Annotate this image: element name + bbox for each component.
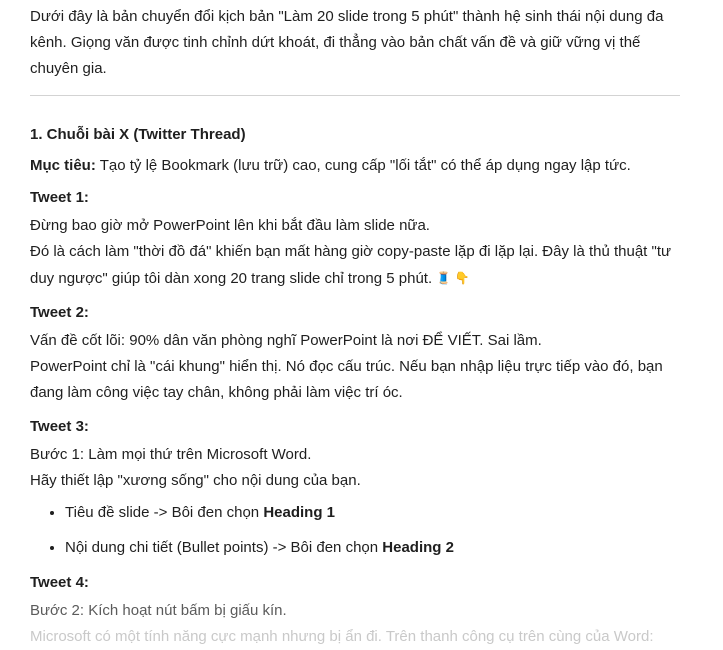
tweet-line	[30, 239, 690, 292]
tweet-line: Đừng bao giờ mở PowerPoint lên khi bắt đầu làm slide nữa.	[30, 217, 430, 234]
tweet-4	[30, 572, 690, 650]
list-item-strong: Heading 2	[382, 539, 454, 556]
tweet-line: Vấn đề cốt lõi: 90% dân văn phòng nghĩ PowerPoint là nơi ĐỂ VIẾT. Sai lầm.	[30, 332, 542, 349]
tweet-title: Tweet 1:	[30, 189, 89, 206]
list-item-text: Tiêu đề slide -> Bôi đen chọn	[65, 504, 264, 521]
tweet-title: Tweet 4:	[30, 574, 89, 591]
list-item	[65, 502, 690, 524]
list-item-text: Nội dung chi tiết (Bullet points) -> Bôi đen chọn	[65, 539, 383, 556]
thread-emoji-icon: 🧵 👇	[436, 271, 470, 285]
tweet-title: Tweet 3:	[30, 418, 89, 435]
bullet-list	[30, 502, 690, 559]
tweet-title: Tweet 2:	[30, 304, 89, 321]
list-item	[65, 537, 690, 559]
document-body	[30, 4, 690, 650]
tweet-line: Bước 1: Làm mọi thứ trên Microsoft Word.	[30, 446, 312, 463]
tweet-3	[30, 416, 690, 559]
tweet-line: Microsoft có một tính năng cực mạnh nhưng bị ẩn đi. Trên thanh công cụ trên cùng của Word:	[30, 628, 654, 645]
tweet-line: PowerPoint chỉ là "cái khung" hiển thị. Nó đọc cấu trúc. Nếu bạn nhập liệu trực tiếp vào đó, bạn đang làm công việc tay chân, không phải làm việc trí óc.	[30, 358, 663, 401]
tweet-1	[30, 187, 690, 292]
tweet-line: Bước 2: Kích hoạt nút bấm bị giấu kín.	[30, 602, 287, 619]
goal-paragraph	[30, 155, 690, 177]
tweet-line-text: Đó là cách làm "thời đồ đá" khiến bạn mất hàng giờ copy-paste lặp đi lặp lại. Đây là thủ thuật "tư duy ngược" giúp tôi dàn xong 20 trang slide chỉ trong 5 phút.	[30, 243, 672, 287]
section-heading: 1. Chuỗi bài X (Twitter Thread)	[30, 126, 246, 143]
divider	[30, 95, 680, 96]
intro-paragraph: Dưới đây là bản chuyển đổi kịch bản "Làm 20 slide trong 5 phút" thành hệ sinh thái nội dung đa kênh. Giọng văn được tinh chỉnh dứt khoát, đi thẳng vào bản chất vấn đề và giữ vững vị thế chuyên gia.	[30, 8, 664, 77]
goal-label: Mục tiêu:	[30, 157, 96, 174]
goal-text: Tạo tỷ lệ Bookmark (lưu trữ) cao, cung cấp "lối tắt" có thể áp dụng ngay lập tức.	[95, 157, 631, 174]
tweet-2	[30, 302, 690, 406]
list-item-strong: Heading 1	[263, 504, 336, 521]
tweet-line: Hãy thiết lập "xương sống" cho nội dung của bạn.	[30, 472, 361, 489]
